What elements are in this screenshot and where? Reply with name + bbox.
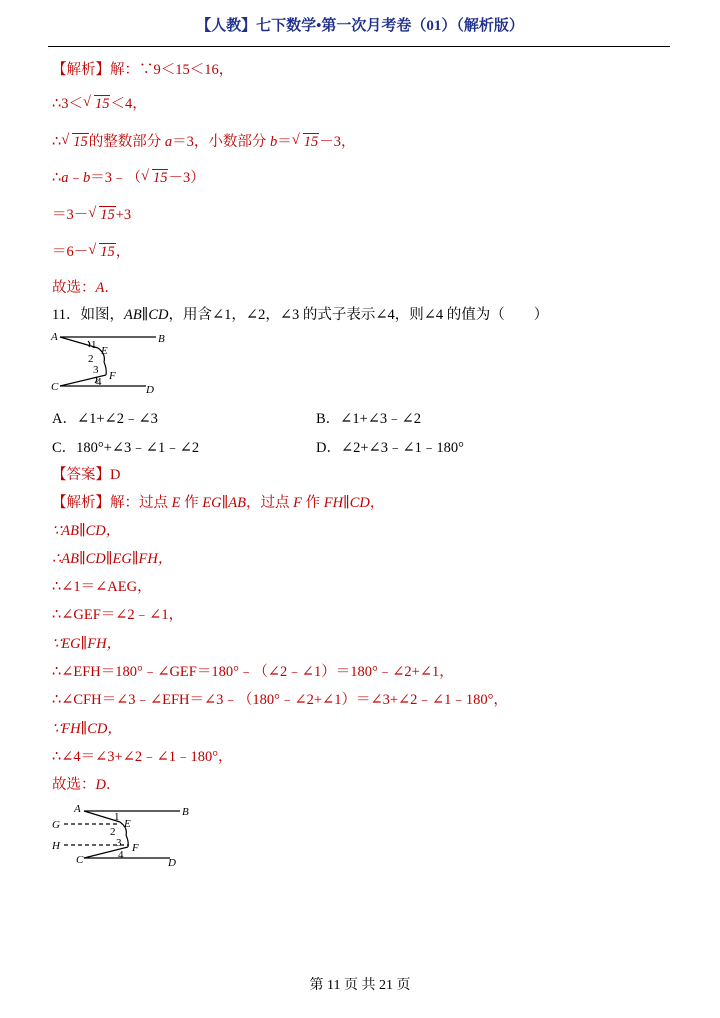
q10-line-3: ∴√ 15的整数部分 a＝3，小数部分 b＝√ 15－3， — [52, 130, 355, 151]
q10-line-5: ＝3－√ 15+3 — [52, 203, 131, 224]
label-h: H — [52, 840, 60, 852]
option-b: B．∠1+∠3﹣∠2 — [316, 411, 422, 427]
label-d: D — [146, 384, 154, 396]
label-b: B — [182, 806, 189, 818]
sqrt-15: √ 15 — [62, 134, 89, 151]
label-a: A — [74, 803, 81, 815]
analysis-tag: 【解析】 — [52, 495, 110, 511]
q11-sol-8: ∴∠CFH＝∠3﹣∠EFH＝∠3﹣（180°﹣∠2+∠1）＝∠3+∠2﹣∠1﹣180°， — [52, 692, 508, 708]
line-ef — [104, 362, 106, 375]
q10-line-1: 【解析】解：∵9＜15＜16， — [52, 62, 234, 78]
label-4: 4 — [96, 376, 102, 388]
option-c: C．180°+∠3﹣∠1﹣∠2 — [52, 440, 200, 456]
answer-tag: 【答案】 — [52, 467, 110, 483]
q10-line-6: ＝6－√ 15， — [52, 240, 130, 261]
label-4: 4 — [118, 849, 124, 861]
q11-sol-7: ∴∠EFH＝180°﹣∠GEF＝180°﹣（∠2﹣∠1）＝180°﹣∠2+∠1， — [52, 664, 454, 680]
q11-sol-2: ∵AB∥CD， — [52, 523, 121, 539]
answer-line: 【答案】D — [52, 467, 121, 483]
label-1: 1 — [91, 339, 97, 351]
q11-sol-9: ∵FH∥CD， — [52, 721, 122, 737]
label-a: A — [51, 331, 58, 343]
label-1: 1 — [114, 811, 120, 823]
q10-line-4: ∴a﹣b＝3﹣（√ 15－3） — [52, 166, 205, 187]
q11-sol-4: ∴∠1＝∠AEG， — [52, 579, 152, 595]
page-footer: 第 11 页 共 21 页 — [309, 978, 411, 993]
label-2: 2 — [110, 826, 116, 838]
label-g: G — [52, 819, 60, 831]
option-d: D．∠2+∠3﹣∠1﹣180° — [316, 440, 464, 456]
page-header: 【人教】七下数学•第一次月考卷（01）（解析版） — [196, 18, 524, 34]
q11-sol-10: ∴∠4＝∠3+∠2﹣∠1﹣180°， — [52, 749, 233, 765]
label-f: F — [132, 842, 139, 854]
q11-stem: 11．如图，AB∥CD，用含∠1，∠2，∠3 的式子表示∠4，则∠4 的值为（ ） — [52, 307, 549, 323]
figure-1 — [48, 326, 178, 396]
label-3: 3 — [93, 364, 99, 376]
label-c: C — [76, 854, 84, 866]
label-c: C — [51, 381, 59, 393]
figure-2 — [48, 800, 198, 872]
label-b: B — [158, 333, 165, 345]
label-e: E — [124, 818, 131, 830]
label-e: E — [101, 345, 108, 357]
q11-sol-1: 【解析】解：过点 E 作 EG∥AB，过点 F 作 FH∥CD， — [52, 495, 385, 511]
analysis-tag: 【解析】 — [52, 62, 110, 78]
q10-line-2: ∴3＜√ 15＜4， — [52, 92, 147, 113]
label-d: D — [168, 857, 176, 869]
angle-arc — [88, 341, 90, 347]
option-a: A．∠1+∠2﹣∠3 — [52, 411, 158, 427]
q11-sol-5: ∴∠GEF＝∠2﹣∠1， — [52, 607, 184, 623]
header-rule — [48, 46, 670, 47]
sqrt-15: √ 15 — [84, 96, 111, 113]
sqrt-15: √ 15 — [89, 244, 116, 261]
q11-sol-6: ∵EG∥FH， — [52, 636, 122, 652]
q10-line-7: 故选：A． — [52, 280, 119, 296]
label-3: 3 — [116, 837, 122, 849]
label-2: 2 — [88, 353, 94, 365]
sqrt-15: √ 15 — [89, 207, 116, 224]
q11-sol-3: ∴AB∥CD∥EG∥FH， — [52, 551, 173, 567]
label-f: F — [109, 370, 116, 382]
q11-sol-11: 故选：D． — [52, 777, 121, 793]
sqrt-15: √ 15 — [293, 134, 320, 151]
sqrt-15: √ 15 — [142, 170, 169, 187]
